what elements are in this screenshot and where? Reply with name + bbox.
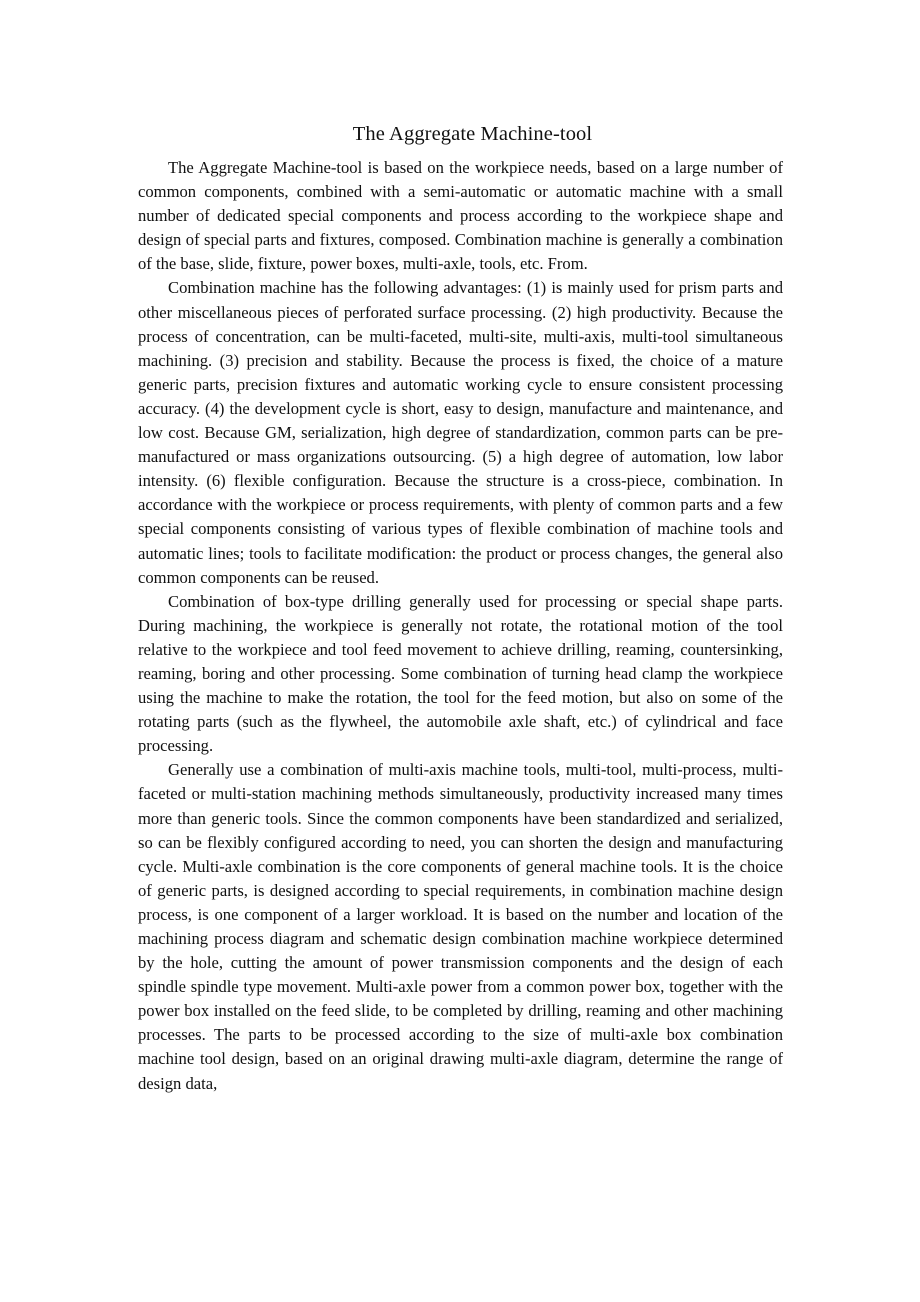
document-page [138,120,783,1096]
paragraph-advantages: Combination machine has the following advantages: (1) is mainly used for prism parts and other miscellaneous pieces of perforated surface processing. (2) high productivity. Because the process of concentration, can be multi-faceted, multi-site, multi-axis, multi-tool simultaneous machining. (3) precision and stability. Because the process is fixed, the choice of a mature generic parts, precision fixtures and automatic working cycle to ensure consistent processing accuracy. (4) the development cycle is short, easy to design, manufacture and maintenance, and low cost. Because GM, serialization, high degree of standardization, common parts can be pre-manufactured or mass organizations outsourcing. (5) a high degree of automation, low labor intensity. (6) flexible configuration. Because the structure is a cross-piece, combination. In accordance with the workpiece or process requirements, with plenty of common parts and a few special components consisting of various types of flexible combination of machine tools and automatic lines; tools to facilitate modification: the product or process changes, the general also common components can be reused. [138,278,783,587]
document-title: The Aggregate Machine-tool [352,123,593,145]
paragraph-box-type-drilling: Combination of box-type drilling generally used for processing or special shape parts. During machining, the workpiece is generally not rotate, the rotational motion of the tool relative to the workpiece and tool feed movement to achieve drilling, reaming, countersinking, reaming, boring and other processing. Some combination of turning head clamp the workpiece using the machine to make the rotation, the tool for the feed motion, but also on some of the rotating parts (such as the flywheel, the automobile axle shaft, etc.) of cylindrical and face processing. [138,591,783,756]
paragraph-multi-axle: Generally use a combination of multi-axis machine tools, multi-tool, multi-process, multi-faceted or multi-station machining methods simultaneously, productivity increased many times more than generic tools. Since the common components have been standardized and serialized, so can be flexibly configured according to need, you can shorten the design and manufacturing cycle. Multi-axle combination is the core components of general machine tools. It is the choice of generic parts, is designed according to special requirements, in combination machine design process, is one component of a larger workload. It is based on the number and location of the machining process diagram and schematic design combination machine workpiece determined by the hole, cutting the amount of power transmission components and the design of each spindle spindle type movement. Multi-axle power from a common power box, together with the power box installed on the feed slide, to be completed by drilling, reaming and other machining processes. The parts to be processed according to the size of multi-axle box combination machine tool design, based on an original drawing multi-axle diagram, determine the range of design data, [138,760,783,1093]
paragraph-intro: The Aggregate Machine-tool is based on the workpiece needs, based on a large number of common components, combined with a semi-automatic or automatic machine with a small number of dedicated special components and process according to the workpiece shape and design of special parts and fixtures, composed. Combination machine is generally a combination of the base, slide, fixture, power boxes, multi-axle, tools, etc. From. [138,158,783,274]
